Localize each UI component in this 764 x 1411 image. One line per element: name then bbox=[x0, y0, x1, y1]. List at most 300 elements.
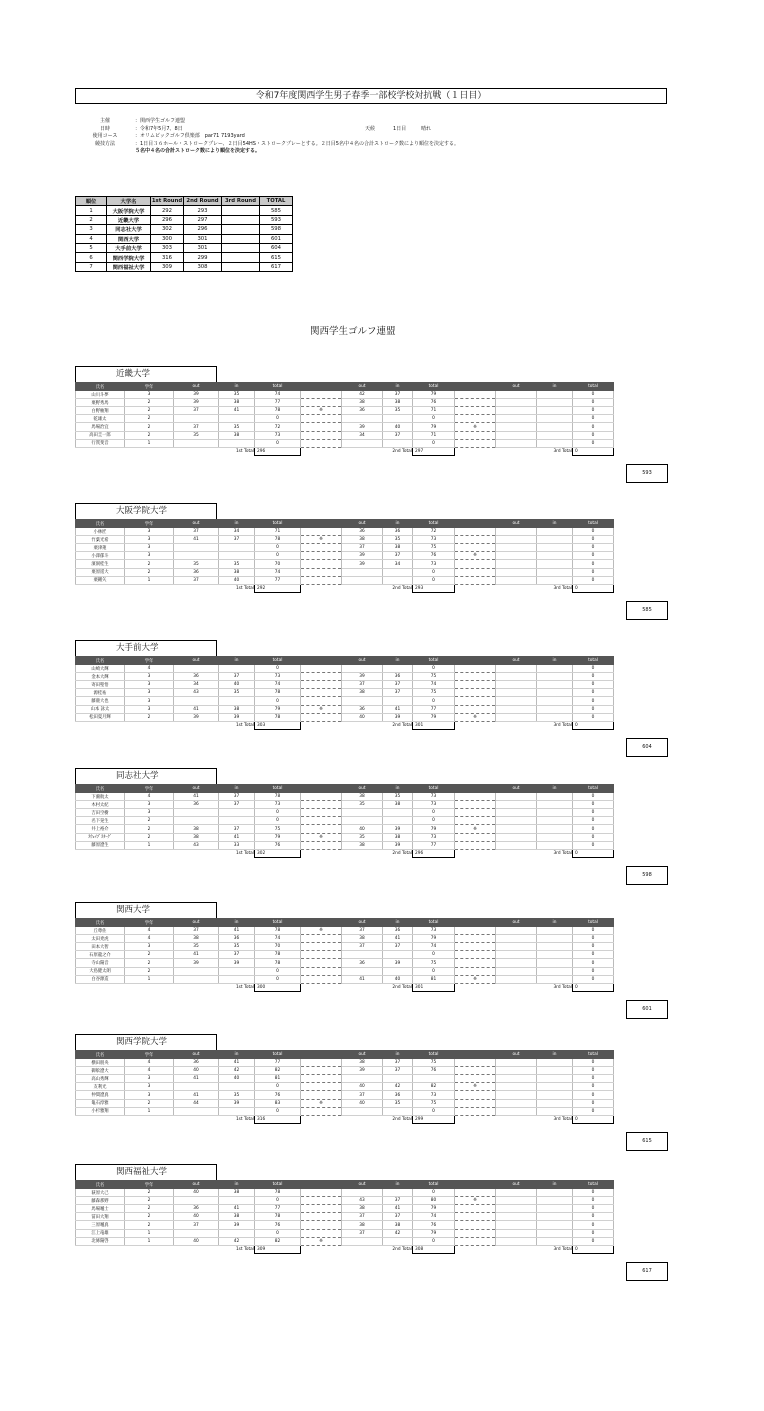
score-cell bbox=[455, 1221, 496, 1229]
player-name: 井上裕介 bbox=[76, 825, 125, 833]
score-cell bbox=[537, 681, 573, 689]
score-cell: 37 bbox=[383, 1067, 413, 1075]
team-name: 大手前大学 bbox=[116, 643, 159, 653]
score-cell bbox=[496, 935, 537, 943]
organizer-label: 主催 bbox=[99, 118, 110, 124]
score-cell bbox=[496, 689, 537, 697]
score-cell bbox=[496, 528, 537, 536]
player-row bbox=[76, 793, 614, 801]
spacer-cell bbox=[301, 1245, 342, 1253]
player-name: 竹葉光希 bbox=[76, 536, 125, 544]
score-cell: 79 bbox=[413, 713, 455, 721]
score-cell: 37 bbox=[342, 1091, 383, 1099]
round-total-value: 309 bbox=[255, 1245, 301, 1253]
score-header-cell: total bbox=[573, 1051, 614, 1059]
score-cell: 0 bbox=[573, 959, 614, 967]
score-cell bbox=[537, 673, 573, 681]
score-cell bbox=[496, 975, 537, 983]
player-name: 寄田聖悟 bbox=[76, 681, 125, 689]
team-grand-total: 615 bbox=[626, 1132, 668, 1151]
score-cell: ※ bbox=[455, 1083, 496, 1091]
score-cell bbox=[537, 809, 573, 817]
spacer-cell bbox=[455, 1115, 496, 1123]
score-table bbox=[75, 382, 614, 456]
player-row bbox=[76, 1221, 614, 1229]
score-cell: 79 bbox=[413, 1205, 455, 1213]
spacer-cell bbox=[455, 1245, 496, 1253]
round-total-value: 0 bbox=[573, 447, 614, 455]
score-header-cell: total bbox=[255, 919, 301, 927]
score-cell: 0 bbox=[573, 943, 614, 951]
ranking-cell: 7 bbox=[76, 262, 107, 271]
score-cell bbox=[537, 975, 573, 983]
score-cell bbox=[219, 665, 255, 673]
score-cell bbox=[496, 1059, 537, 1067]
round-total-value: 0 bbox=[573, 584, 614, 592]
score-cell: 40 bbox=[174, 1237, 219, 1245]
round-total-label: 1st Total bbox=[235, 723, 254, 729]
score-header-cell: in bbox=[219, 919, 255, 927]
score-cell: 38 bbox=[342, 793, 383, 801]
score-cell bbox=[496, 1189, 537, 1197]
score-cell bbox=[537, 951, 573, 959]
score-cell: 3 bbox=[125, 697, 174, 705]
score-cell bbox=[219, 697, 255, 705]
score-table bbox=[75, 918, 614, 992]
score-cell bbox=[174, 665, 219, 673]
score-cell: 38 bbox=[342, 689, 383, 697]
team-grand-total: 585 bbox=[626, 601, 668, 620]
player-name: 小杉雅翔 bbox=[76, 1107, 125, 1115]
score-cell bbox=[342, 1107, 383, 1115]
score-cell: 0 bbox=[573, 1075, 614, 1083]
score-cell bbox=[496, 1107, 537, 1115]
score-cell bbox=[537, 1091, 573, 1099]
score-cell: 36 bbox=[174, 1059, 219, 1067]
score-cell: 1 bbox=[125, 1229, 174, 1237]
score-cell: 0 bbox=[573, 833, 614, 841]
score-cell bbox=[537, 568, 573, 576]
ranking-cell: 615 bbox=[260, 253, 293, 262]
score-cell: 37 bbox=[219, 801, 255, 809]
score-cell: 38 bbox=[219, 431, 255, 439]
player-row bbox=[76, 809, 614, 817]
score-header-cell: total bbox=[413, 919, 455, 927]
spacer-cell bbox=[455, 721, 496, 729]
score-cell bbox=[537, 1189, 573, 1197]
player-row bbox=[76, 975, 614, 983]
score-cell: 75 bbox=[413, 689, 455, 697]
player-row bbox=[76, 927, 614, 935]
score-cell: 38 bbox=[219, 1213, 255, 1221]
score-header-cell: total bbox=[573, 919, 614, 927]
score-cell: 38 bbox=[219, 568, 255, 576]
player-row bbox=[76, 1075, 614, 1083]
score-header-cell: in bbox=[219, 383, 255, 391]
score-cell bbox=[496, 793, 537, 801]
score-cell bbox=[537, 552, 573, 560]
score-table bbox=[75, 784, 614, 858]
score-cell: 71 bbox=[413, 407, 455, 415]
score-cell bbox=[496, 697, 537, 705]
score-header-cell bbox=[455, 657, 496, 665]
date-label: 日時 bbox=[99, 125, 110, 132]
player-name: 萩原大己 bbox=[76, 1189, 125, 1197]
spacer-cell bbox=[174, 447, 219, 455]
round-total-value: 302 bbox=[255, 849, 301, 857]
score-cell bbox=[455, 927, 496, 935]
score-cell: 77 bbox=[255, 576, 301, 584]
score-cell: 35 bbox=[219, 391, 255, 399]
score-cell: 71 bbox=[413, 431, 455, 439]
round-total-value: 297 bbox=[413, 447, 455, 455]
score-cell bbox=[219, 552, 255, 560]
score-cell: 38 bbox=[174, 825, 219, 833]
team-title-box bbox=[75, 640, 217, 657]
score-cell: 41 bbox=[219, 407, 255, 415]
score-cell: 4 bbox=[125, 1059, 174, 1067]
player-name: 小澤郁斗 bbox=[76, 552, 125, 560]
player-row bbox=[76, 943, 614, 951]
spacer-cell bbox=[496, 584, 537, 592]
score-cell bbox=[301, 681, 342, 689]
score-cell bbox=[301, 1189, 342, 1197]
round-total-value: 300 bbox=[255, 983, 301, 991]
score-cell: 2 bbox=[125, 423, 174, 431]
score-cell: 2 bbox=[125, 1221, 174, 1229]
player-name: 田本大智 bbox=[76, 943, 125, 951]
round-total-value: 292 bbox=[255, 584, 301, 592]
score-cell: 0 bbox=[255, 415, 301, 423]
score-header-cell: 学年 bbox=[125, 785, 174, 793]
score-cell: 3 bbox=[125, 681, 174, 689]
score-header-cell bbox=[301, 520, 342, 528]
score-cell: 0 bbox=[413, 817, 455, 825]
score-cell: 38 bbox=[219, 399, 255, 407]
weather-value: 晴れ bbox=[421, 125, 432, 132]
score-cell: 0 bbox=[573, 935, 614, 943]
score-cell: 36 bbox=[219, 935, 255, 943]
score-cell bbox=[496, 1075, 537, 1083]
round-total-value: 308 bbox=[413, 1245, 455, 1253]
score-cell bbox=[496, 431, 537, 439]
team-name: 関西大学 bbox=[116, 905, 151, 915]
score-cell bbox=[455, 544, 496, 552]
player-name: 名下晃生 bbox=[76, 817, 125, 825]
score-cell: 35 bbox=[219, 689, 255, 697]
score-header-cell: out bbox=[342, 383, 383, 391]
score-cell: 0 bbox=[573, 1099, 614, 1107]
score-cell: 3 bbox=[125, 552, 174, 560]
score-cell bbox=[496, 705, 537, 713]
score-cell: 3 bbox=[125, 673, 174, 681]
score-cell bbox=[537, 1099, 573, 1107]
score-cell: 41 bbox=[383, 1205, 413, 1213]
team-grand-total: 593 bbox=[626, 464, 668, 483]
score-cell bbox=[496, 1205, 537, 1213]
player-row bbox=[76, 951, 614, 959]
score-cell bbox=[383, 415, 413, 423]
score-cell: 2 bbox=[125, 951, 174, 959]
ranking-cell: 601 bbox=[260, 234, 293, 243]
score-cell bbox=[413, 1075, 455, 1083]
ranking-cell bbox=[222, 243, 260, 252]
score-cell: 37 bbox=[174, 528, 219, 536]
score-cell bbox=[537, 407, 573, 415]
ranking-cell: 598 bbox=[260, 225, 293, 234]
score-cell: 38 bbox=[342, 1205, 383, 1213]
ranking-header-cell: TOTAL bbox=[260, 197, 293, 206]
score-cell: 35 bbox=[219, 1091, 255, 1099]
player-row bbox=[76, 1059, 614, 1067]
score-cell: 82 bbox=[255, 1237, 301, 1245]
player-row bbox=[76, 713, 614, 721]
spacer-cell bbox=[496, 1245, 537, 1253]
score-cell bbox=[301, 1205, 342, 1213]
spacer-cell bbox=[496, 447, 537, 455]
score-cell: 34 bbox=[342, 431, 383, 439]
score-cell: 78 bbox=[255, 927, 301, 935]
score-header-cell: in bbox=[219, 1051, 255, 1059]
score-cell: 38 bbox=[383, 833, 413, 841]
player-row bbox=[76, 841, 614, 849]
score-cell: 37 bbox=[342, 681, 383, 689]
score-cell: 78 bbox=[255, 793, 301, 801]
score-cell bbox=[455, 673, 496, 681]
score-cell: 36 bbox=[342, 705, 383, 713]
score-cell: 76 bbox=[413, 552, 455, 560]
score-cell: 37 bbox=[383, 1059, 413, 1067]
player-name: 山川斗夢 bbox=[76, 391, 125, 399]
score-cell bbox=[455, 681, 496, 689]
score-cell: 39 bbox=[383, 713, 413, 721]
score-header-cell: in bbox=[219, 657, 255, 665]
player-row bbox=[76, 801, 614, 809]
score-cell: 37 bbox=[219, 793, 255, 801]
score-cell bbox=[219, 1083, 255, 1091]
score-cell bbox=[301, 959, 342, 967]
score-cell: 2 bbox=[125, 431, 174, 439]
score-cell: ※ bbox=[301, 536, 342, 544]
score-table bbox=[75, 1180, 614, 1254]
team-name: 近畿大学 bbox=[116, 369, 151, 379]
score-header-cell: in bbox=[537, 919, 573, 927]
score-cell: 4 bbox=[125, 793, 174, 801]
score-header-cell: out bbox=[174, 383, 219, 391]
score-cell bbox=[496, 1091, 537, 1099]
score-cell: 3 bbox=[125, 528, 174, 536]
score-cell: 3 bbox=[125, 391, 174, 399]
score-header-cell: out bbox=[174, 1051, 219, 1059]
score-cell: 35 bbox=[383, 536, 413, 544]
score-cell: 41 bbox=[342, 975, 383, 983]
score-cell bbox=[174, 415, 219, 423]
player-name: 御舩遼大 bbox=[76, 1067, 125, 1075]
player-name: 栗剛矢 bbox=[76, 576, 125, 584]
score-header-cell: out bbox=[174, 919, 219, 927]
score-cell: 38 bbox=[342, 1221, 383, 1229]
score-cell: 1 bbox=[125, 576, 174, 584]
score-cell: 3 bbox=[125, 809, 174, 817]
score-cell: 4 bbox=[125, 935, 174, 943]
score-cell bbox=[301, 1229, 342, 1237]
score-cell: 73 bbox=[413, 927, 455, 935]
round-total-label: 1st Total bbox=[235, 586, 254, 592]
score-header-cell: out bbox=[174, 657, 219, 665]
score-cell: 40 bbox=[383, 423, 413, 431]
score-cell bbox=[301, 560, 342, 568]
round-total-value: 0 bbox=[573, 849, 614, 857]
score-cell: 34 bbox=[174, 681, 219, 689]
score-cell: 4 bbox=[125, 927, 174, 935]
spacer-cell bbox=[76, 584, 125, 592]
round-total-label: 2nd Total bbox=[392, 449, 412, 455]
round-total-value: 0 bbox=[573, 1245, 614, 1253]
score-cell: ※ bbox=[301, 705, 342, 713]
score-cell: 0 bbox=[573, 528, 614, 536]
score-header-cell: 氏名 bbox=[76, 520, 125, 528]
player-row bbox=[76, 935, 614, 943]
score-cell: 2 bbox=[125, 399, 174, 407]
score-cell: 41 bbox=[174, 705, 219, 713]
score-cell bbox=[455, 1213, 496, 1221]
score-cell: 43 bbox=[174, 689, 219, 697]
score-cell bbox=[174, 809, 219, 817]
score-cell bbox=[174, 1197, 219, 1205]
spacer-cell bbox=[496, 849, 537, 857]
score-cell bbox=[383, 1237, 413, 1245]
score-header-cell: out bbox=[496, 383, 537, 391]
player-name: 濱洞桂生 bbox=[76, 560, 125, 568]
score-cell bbox=[537, 1237, 573, 1245]
score-header-cell: in bbox=[383, 1181, 413, 1189]
score-cell bbox=[174, 975, 219, 983]
score-header-cell: total bbox=[255, 383, 301, 391]
player-name: 吉田空樹 bbox=[76, 809, 125, 817]
score-cell bbox=[496, 576, 537, 584]
score-cell: 35 bbox=[383, 793, 413, 801]
score-cell: 36 bbox=[174, 568, 219, 576]
spacer-cell bbox=[301, 1115, 342, 1123]
score-cell bbox=[537, 959, 573, 967]
score-cell: 39 bbox=[219, 959, 255, 967]
score-cell bbox=[455, 415, 496, 423]
ranking-cell bbox=[222, 215, 260, 224]
score-cell bbox=[455, 1091, 496, 1099]
spacer-cell bbox=[496, 983, 537, 991]
team-name: 大阪学院大学 bbox=[116, 506, 168, 516]
player-row bbox=[76, 967, 614, 975]
score-header-cell: in bbox=[383, 785, 413, 793]
score-cell bbox=[219, 967, 255, 975]
score-cell bbox=[455, 801, 496, 809]
score-cell bbox=[496, 1221, 537, 1229]
score-cell bbox=[342, 697, 383, 705]
player-name: 白谷源造 bbox=[76, 975, 125, 983]
player-row bbox=[76, 673, 614, 681]
round-total-label: 3rd Total bbox=[553, 1117, 572, 1123]
score-header-cell: total bbox=[255, 520, 301, 528]
score-cell: 0 bbox=[573, 793, 614, 801]
score-cell: 3 bbox=[125, 689, 174, 697]
score-cell: 36 bbox=[383, 927, 413, 935]
player-row bbox=[76, 560, 614, 568]
player-row bbox=[76, 1083, 614, 1091]
team-name: 関西福祉大学 bbox=[116, 1167, 168, 1177]
score-cell: 72 bbox=[255, 423, 301, 431]
score-cell bbox=[455, 399, 496, 407]
score-cell bbox=[455, 1059, 496, 1067]
score-cell: 79 bbox=[255, 705, 301, 713]
score-header-cell: total bbox=[573, 657, 614, 665]
score-header-cell: 氏名 bbox=[76, 383, 125, 391]
score-cell: 38 bbox=[219, 705, 255, 713]
ranking-cell: 近畿大学 bbox=[107, 215, 151, 224]
score-cell: 75 bbox=[413, 1099, 455, 1107]
ranking-cell: 大手前大学 bbox=[107, 243, 151, 252]
score-cell bbox=[537, 943, 573, 951]
score-cell bbox=[301, 825, 342, 833]
player-row bbox=[76, 1237, 614, 1245]
score-cell bbox=[537, 399, 573, 407]
player-row bbox=[76, 697, 614, 705]
round-total-label: 3rd Total bbox=[553, 586, 572, 592]
score-cell: 0 bbox=[255, 665, 301, 673]
player-name: 山本 詠太 bbox=[76, 705, 125, 713]
score-cell: 3 bbox=[125, 536, 174, 544]
score-cell bbox=[537, 1075, 573, 1083]
score-cell: 40 bbox=[219, 576, 255, 584]
score-cell: 37 bbox=[219, 673, 255, 681]
player-row bbox=[76, 689, 614, 697]
ranking-header-cell: 3rd Round bbox=[222, 197, 260, 206]
score-cell: 37 bbox=[383, 689, 413, 697]
score-cell: 38 bbox=[342, 935, 383, 943]
score-cell: 78 bbox=[255, 536, 301, 544]
spacer-cell bbox=[174, 983, 219, 991]
score-cell: 1 bbox=[125, 975, 174, 983]
score-cell: 2 bbox=[125, 959, 174, 967]
score-cell: 77 bbox=[255, 1059, 301, 1067]
score-cell: 0 bbox=[573, 1107, 614, 1115]
score-cell: 0 bbox=[573, 576, 614, 584]
player-name: ｽｳｪｲﾌﾞｽﾀｰｸﾞ bbox=[76, 833, 125, 841]
score-header-cell: in bbox=[219, 1181, 255, 1189]
score-cell: 0 bbox=[573, 544, 614, 552]
score-cell: 0 bbox=[573, 975, 614, 983]
player-name: 栗原遥大 bbox=[76, 568, 125, 576]
ranking-table bbox=[75, 196, 293, 272]
player-row bbox=[76, 1189, 614, 1197]
score-cell bbox=[342, 568, 383, 576]
score-cell: 41 bbox=[174, 1091, 219, 1099]
score-cell: ※ bbox=[301, 1099, 342, 1107]
score-cell: 39 bbox=[342, 423, 383, 431]
score-cell: 0 bbox=[573, 689, 614, 697]
player-row bbox=[76, 705, 614, 713]
score-cell bbox=[455, 689, 496, 697]
score-cell: 40 bbox=[342, 1083, 383, 1091]
score-header-cell: in bbox=[537, 1051, 573, 1059]
score-cell: 38 bbox=[342, 841, 383, 849]
score-header-cell: in bbox=[383, 383, 413, 391]
round-total-label: 2nd Total bbox=[392, 985, 412, 991]
spacer-cell bbox=[174, 849, 219, 857]
score-cell: 43 bbox=[174, 841, 219, 849]
score-cell: 42 bbox=[342, 391, 383, 399]
score-header-cell: in bbox=[383, 1051, 413, 1059]
round-total-label: 2nd Total bbox=[392, 723, 412, 729]
